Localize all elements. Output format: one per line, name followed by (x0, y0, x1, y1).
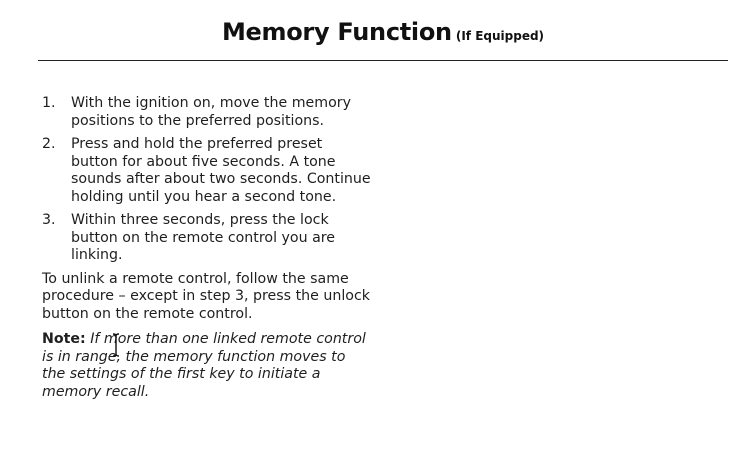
step-text: With the ignition on, move the memory positions to the preferred positions. (71, 95, 351, 129)
step-text: Press and hold the preferred preset button for about five seconds. A tone sounds after about two seconds. Continue holding until you hear a second tone. (71, 136, 371, 205)
steps-list (42, 95, 372, 265)
page-title: Memory Function (221, 18, 452, 46)
step-text: Within three seconds, press the lock button on the remote control you are linking. (71, 212, 336, 263)
unlink-paragraph: To unlink a remote control, follow the same procedure – except in step 3, press the unlock button on the remote control. (42, 270, 370, 322)
step-number: 3. (42, 212, 56, 228)
step-number: 1. (42, 95, 56, 111)
list-item (42, 95, 372, 130)
header-divider (38, 60, 728, 61)
text-cursor-icon (111, 333, 121, 357)
list-item (42, 212, 372, 265)
document-body (42, 95, 372, 401)
note (42, 331, 372, 401)
note-text: If more than one linked remote control is in range, the memory function moves to the settings of the first key to initiate a memory recall. (42, 331, 366, 400)
section-header (38, 18, 728, 46)
title-suffix: (If Equipped) (455, 29, 545, 43)
list-item (42, 136, 372, 206)
note-label: Note: (42, 331, 86, 347)
step-number: 2. (42, 136, 56, 152)
